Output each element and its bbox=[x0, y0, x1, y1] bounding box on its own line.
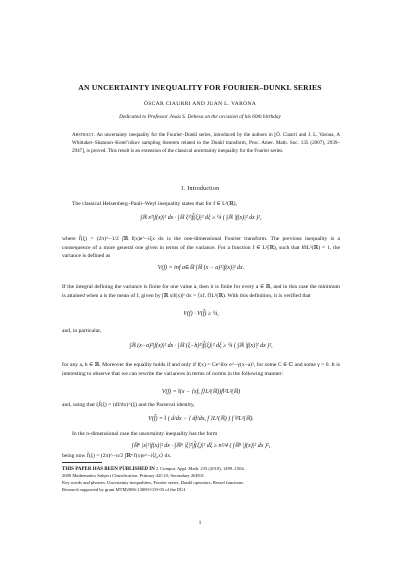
footnote-msc: 2000 Mathematics Subject Classification. Primary 42C10; Secondary 26D10. bbox=[62, 473, 205, 478]
equation-2: V(f) = inf a∈ℝ ∫ℝ (x − a)²|f(x)|² dx. bbox=[157, 265, 245, 271]
paper-title: AN UNCERTAINTY INEQUALITY FOR FOURIER–DUNKL SERIES bbox=[78, 83, 322, 92]
equation-3: V(f) · V(f̂) ≥ ¼, bbox=[183, 311, 219, 317]
paragraph-7: In the n-dimensional case the uncertainty inequality has the form bbox=[72, 431, 218, 437]
paragraph-2: where f̂(ξ) = (2π)^−1/2 ∫ℝ f(x)e^−iξx dx is the one-dimensional Fourier transform. The previous inequality is a consequence of a more general one given in terms of the variance. For a function f ∈ L²(ℝ), such that ‖f‖L²(ℝ) = 1, the variance is defined as bbox=[62, 236, 340, 259]
footnote-rule bbox=[62, 462, 102, 463]
paragraph-8: being now f̂(ξ) = (2π)^−n/2 ∫ℝⁿ f(x)e^−i⟨ξ,x⟩ dx. bbox=[62, 453, 172, 459]
paragraph-3: If the integral defining the variance is finite for one value a, then it is finite for every a ∈ ℝ, and in this case the minimum is attained when a is the mean of f, given by ∫ℝ x|f(x)|² dx = ⟨xf, f⟩L²(ℝ). With this definition, it is verified that bbox=[62, 284, 340, 299]
paragraph-1: The classical Heisenberg–Pauli–Weyl inequality states that for f ∈ L²(ℝ), bbox=[72, 201, 237, 207]
equation-7: ∫ℝⁿ |x|²|f(x)|² dx · ∫ℝⁿ |ξ|²|f̂(ξ)|² dξ ≥ n²/4 ( ∫ℝⁿ |f(x)|² dx )², bbox=[131, 443, 271, 449]
abstract-text: An uncertainty inequality for the Fourier–Dunkl series, introduced by the authors in [Ó. Ciaurri and J. L. Varona, A Whittaker–Shannon–Kotel’nikov sampling theorem related to the Dunkl transform, Proc. Amer. Math. Soc. 135 (2007), 2939–2947], is proved. This result is an extension of the classical uncertainty inequality for the Fourier series. bbox=[72, 132, 340, 154]
equation-1: ∫ℝ x²|f(x)|² dx · ∫ℝ ξ²|f̂(ξ)|² dξ ≥ ¼ ( ∫ℝ |f(x)|² dx )², bbox=[140, 215, 262, 221]
equation-6: V(f̂) = ‖ ( d/dx − ⟨ df/dx, f ⟩L²(ℝ) ) f ‖²L²(ℝ). bbox=[148, 416, 254, 422]
page-number: 1 bbox=[198, 520, 202, 526]
abstract-label: Abstract. bbox=[72, 132, 95, 138]
equation-5: V(f) = ‖(x − ⟨xf, f⟩L²(ℝ))f‖²L²(ℝ) bbox=[161, 389, 241, 395]
equation-4: ∫ℝ (x−a)²|f(x)|² dx · ∫ℝ (ξ−b)²|f̂(ξ)|² dξ ≥ ¼ ( ∫ℝ |f(x)|² dx )², bbox=[129, 343, 273, 349]
footnote-grant: Research supported by grant MTM2006-13000-C03-03 of the DGI. bbox=[62, 487, 187, 492]
paragraph-4: and, in particular, bbox=[62, 328, 102, 334]
abstract bbox=[72, 131, 340, 155]
published-label: THIS PAPER HAS BEEN PUBLISHED IN bbox=[62, 467, 155, 472]
published-rest: J. Comput. Appl. Math. 233 (2010), 1499–1504. bbox=[156, 466, 245, 471]
paragraph-6: and, using that ξf̂(ξ) = (df/dx)^(ξ) and the Parseval identity, bbox=[62, 402, 195, 408]
paragraph-5: for any a, b ∈ ℝ. Moreover the equality holds if and only if f(x) = Ce^ibx e^−γ(x−a)², for some C ∈ ℂ and some γ > 0. It is interesting to observe that we can rewrite the variances in terms of norms in the following manner: bbox=[62, 362, 340, 377]
paper-authors: ÓSCAR CIAURRI AND JUAN L. VARONA bbox=[143, 101, 257, 107]
dedication: Dedicated to Professor Jesús S. Dehesa on the occasion of his 60th birthday bbox=[119, 114, 281, 120]
footnote-keywords: Key words and phrases. Uncertainty inequalities, Fourier series, Dunkl operators, Bessel functions. bbox=[62, 480, 245, 485]
section-heading: 1. Introduction bbox=[180, 186, 220, 192]
